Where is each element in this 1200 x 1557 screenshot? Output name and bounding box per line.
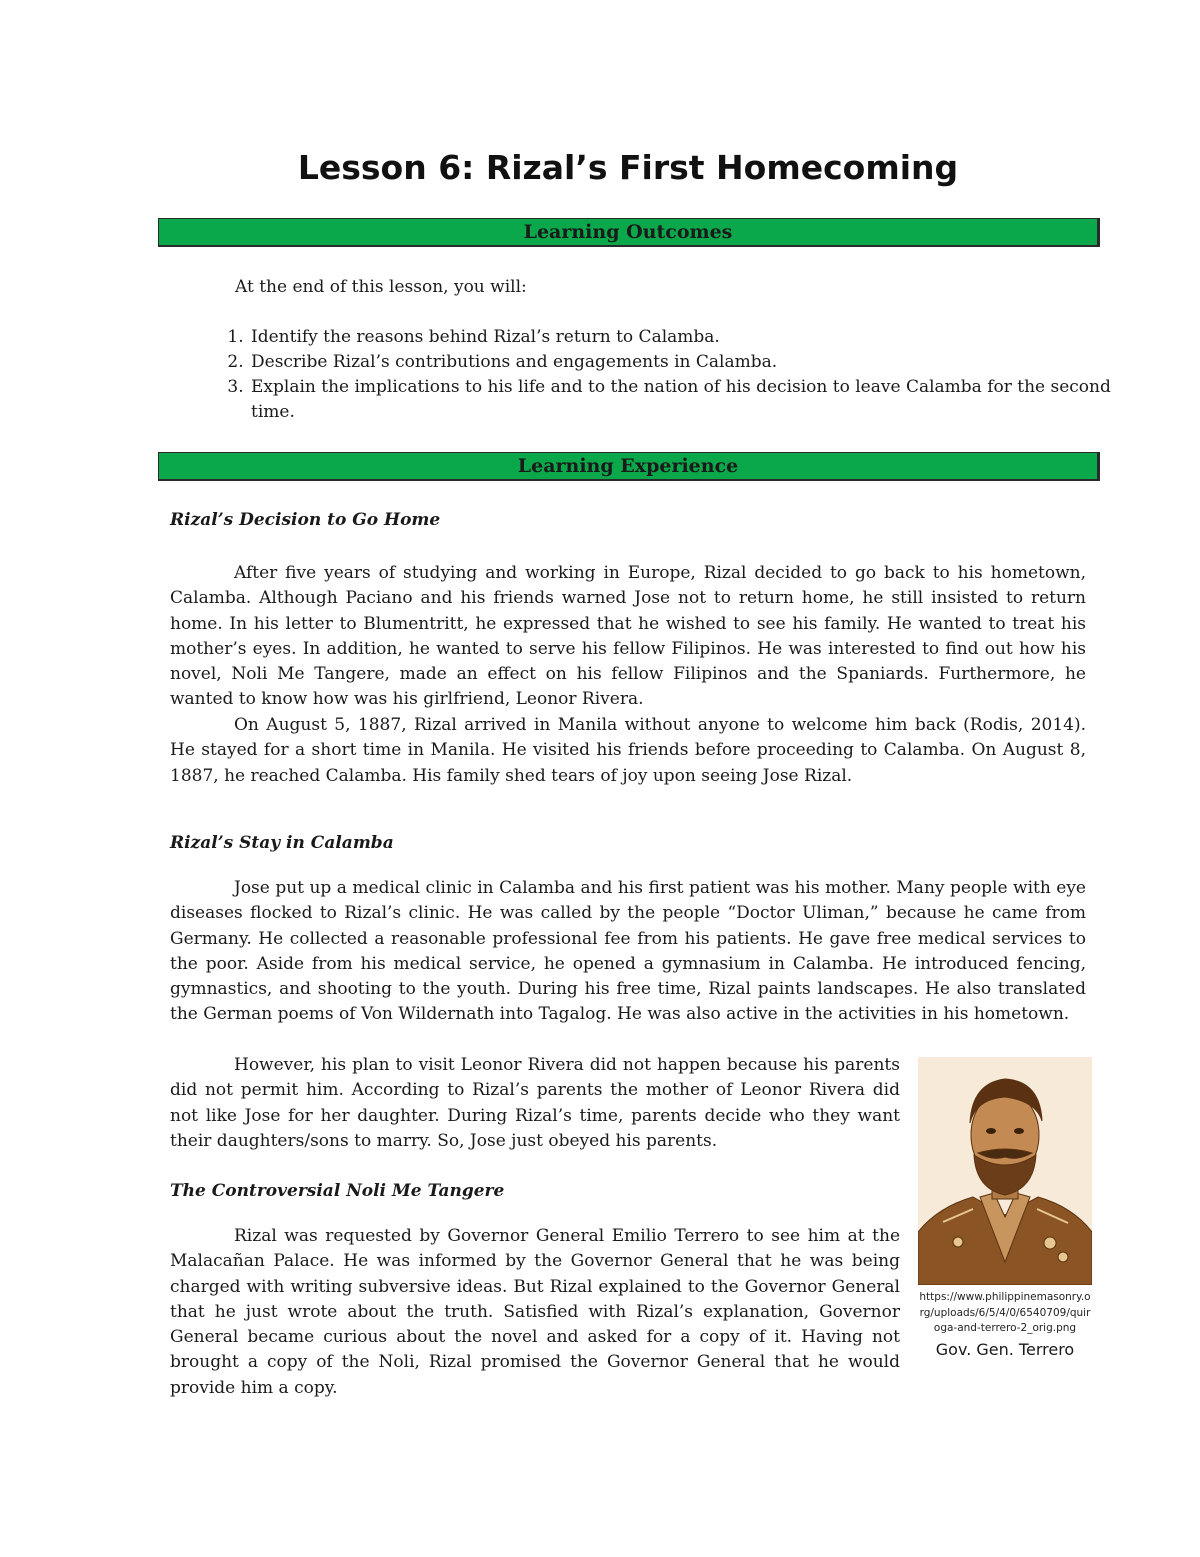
paragraph-stay-2: However, his plan to visit Leonor Rivera did not happen because his parents did not permit him. According to Rizal’s parents the mother of Leonor Rivera did not like Jose for her daughter. During Rizal’s time, parents decide who they want their daughters/sons to marry. So, Jose just obeyed his parents. — [170, 1055, 900, 1151]
learning-outcomes-header: Learning Outcomes — [158, 218, 1100, 247]
image-source-url: https://www.philippinemasonry.org/uploads/6/5/4/0/6540709/quiroga-and-terrero-2_orig.png — [919, 1291, 1091, 1334]
outcomes-list — [207, 325, 1119, 425]
paragraph-decision-1: After five years of studying and working in Europe, Rizal decided to go back to his hometown, Calamba. Although Paciano and his friends warned Jose not to return home, he still insisted to return home. In his letter to Blumentritt, he expressed that he wished to see his family. He wanted to treat his mother’s eyes. In addition, he wanted to serve his fellow Filipinos. He was interested to find out how his novel, Noli Me Tangere, made an effect on his fellow Filipinos and the Spaniards. Furthermore, he wanted to know how was his girlfriend, Leonor Rivera. — [170, 563, 1086, 710]
portrait-terrero-image — [918, 1057, 1092, 1285]
intro-text: At the end of this lesson, you will: — [235, 277, 527, 297]
page-title: Lesson 6: Rizal’s First Homecoming — [297, 148, 959, 187]
outcome-item: 2. Describe Rizal’s contributions and engagements in Calamba. — [249, 350, 1119, 375]
outcome-item: 3. Explain the implications to his life and to the nation of his decision to leave Calamba for the second time. — [249, 375, 1119, 425]
outcome-item: 1. Identify the reasons behind Rizal’s return to Calamba. — [249, 325, 1119, 350]
heading-decision: Rizal’s Decision to Go Home — [170, 510, 441, 530]
learning-experience-header: Learning Experience — [158, 452, 1100, 481]
paragraph-decision-2: On August 5, 1887, Rizal arrived in Manila without anyone to welcome him back (Rodis, 2014). He stayed for a short time in Manila. He visited his friends before proceeding to Calamba. On August 8, 1887, he reached Calamba. His family shed tears of joy upon seeing Jose Rizal. — [170, 715, 1086, 786]
image-caption: Gov. Gen. Terrero — [935, 1340, 1075, 1359]
paragraph-noli-1: Rizal was requested by Governor General Emilio Terrero to see him at the Malacañan Palace. He was informed by the Governor General that he was being charged with writing subversive ideas. But Rizal explained to the Governor General that he just wrote about the truth. Satisfied with Rizal’s explanation, Governor General became curious about the novel and asked for a copy of it. Having not brought a copy of the Noli, Rizal promised the Governor General that he would provide him a copy. — [170, 1226, 900, 1398]
heading-stay: Rizal’s Stay in Calamba — [170, 833, 394, 853]
heading-noli: The Controversial Noli Me Tangere — [170, 1181, 505, 1201]
paragraph-stay-1: Jose put up a medical clinic in Calamba and his first patient was his mother. Many people with eye diseases flocked to Rizal’s clinic. He was called by the people “Doctor Uliman,” because he came from Germany. He collected a reasonable professional fee from his patients. He gave free medical services to the poor. Aside from his medical service, he opened a gymnasium in Calamba. He introduced fencing, gymnastics, and shooting to the youth. During his free time, Rizal paints landscapes. He also translated the German poems of Von Wildernath into Tagalog. He was also active in the activities in his hometown. — [170, 878, 1086, 1025]
